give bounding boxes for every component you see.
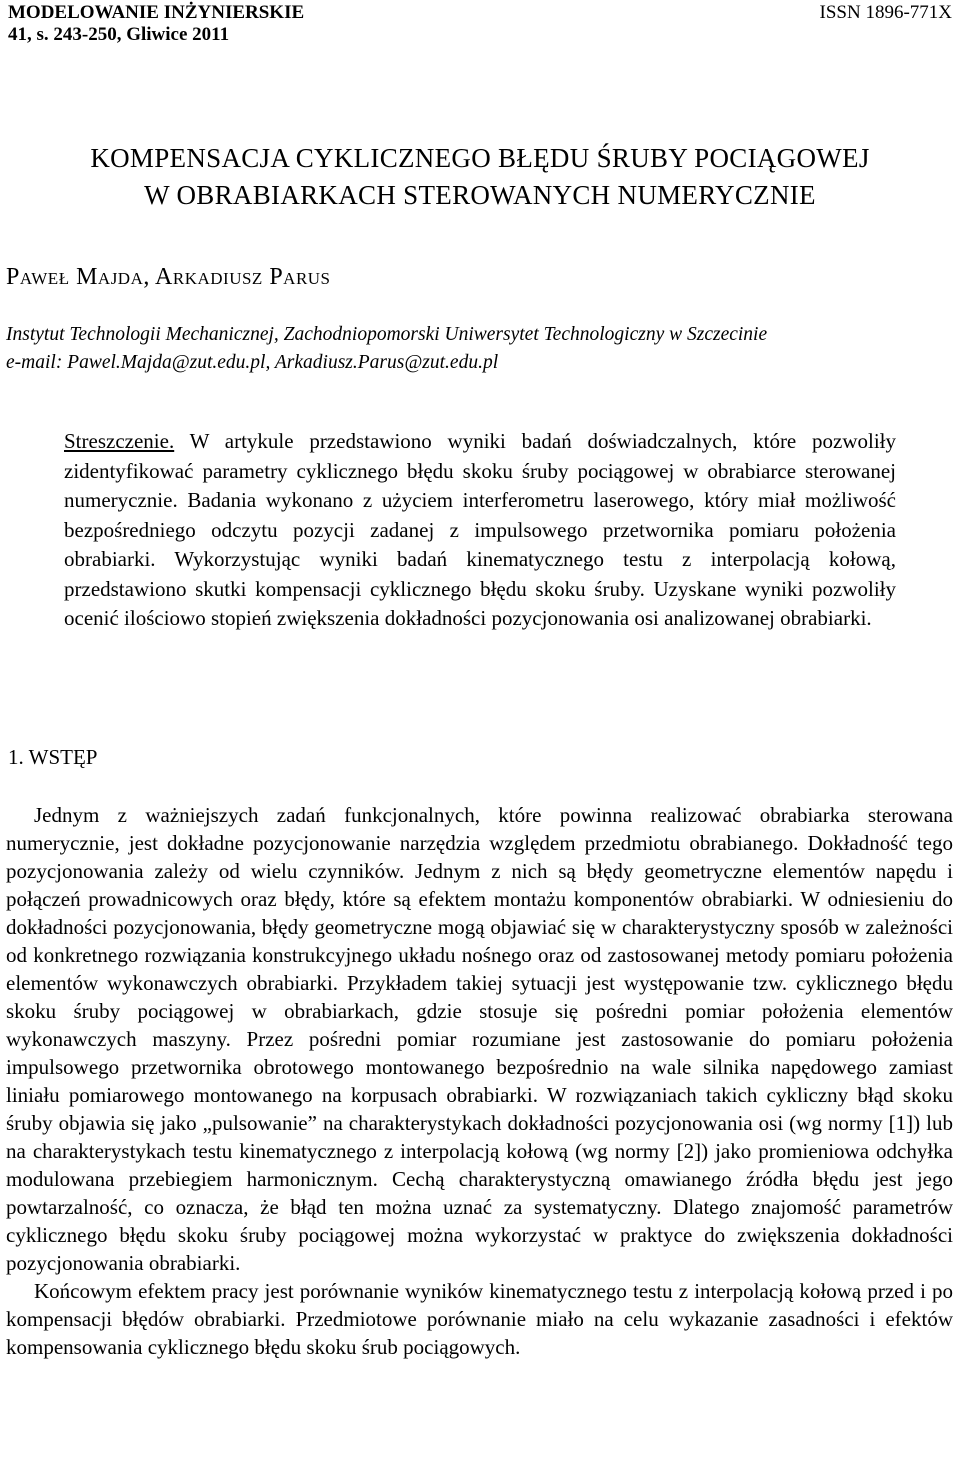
section-heading: 1. WSTĘP (8, 745, 98, 769)
section-body (6, 801, 953, 1361)
title-line-1: KOMPENSACJA CYKLICZNEGO BŁĘDU ŚRUBY POCIĄGOWEJ (90, 143, 870, 173)
journal-citation: 41, s. 243-250, Gliwice 2011 (8, 24, 230, 45)
journal-name: MODELOWANIE INŻYNIERSKIE (8, 2, 305, 23)
paragraph: Jednym z ważniejszych zadań funkcjonalnych, które powinna realizować obrabiarka sterowana numerycznie, jest dokładne pozycjonowanie narzędzia względem przedmiotu obrabianego. Dokładność tego pozycjonowania zależy od wielu czynników. Jednym z nich są błędy geometryczne elementów napędu i połączeń prowadnicowych oraz błędy, które są efektem montażu komponentów obrabiarki. W odniesieniu do dokładności pozycjonowania, błędy geometryczne mogą objawiać się w charakterystyczny sposób w zależności od konkretnego rozwiązania konstrukcyjnego układu nośnego oraz od zastosowanej metody pomiaru położenia elementów wykonawczych obrabiarki. Przykładem takiej sytuacji jest występowanie tzw. cyklicznego błędu skoku śruby pociągowej w obrabiarkach, gdzie stosuje się pośredni pomiar położenia elementów wykonawczych maszyny. Przez pośredni pomiar rozumiane jest zastosowanie do pomiaru położenia impulsowego przetwornika obrotowego montowanego bezpośrednio na wale silnika napędowego zamiast liniału pomiarowego montowanego na korpusach obrabiarki. W rozwiązaniach takich cykliczny błąd skoku śruby objawia się jako „pulsowanie” na charakterystykach dokładności pozycjonowania osi (wg normy [1]) lub na charakterystykach testu kinematycznego z interpolacją kołową (wg normy [2]) jako promieniowa odchyłka modulowana przebiegiem harmonicznym. Cechą charakterystyczną omawianego źródła błędu jest jego powtarzalność, co oznacza, że błąd ten można uznać za systematyczny. Dlatego znajomość parametrów cyklicznego błędu skoku śruby pociągowej można wykorzystać w praktyce do zwiększenia dokładności pozycjonowania obrabiarki. (6, 803, 953, 1275)
paragraph: Końcowym efektem pracy jest porównanie wyników kinematycznego testu z interpolacją kołową przed i po kompensacji błędów obrabiarki. Przedmiotowe porównanie miało na celu wykazanie zasadności i efektów kompensowania cyklicznego błędu skoku śrub pociągowych. (6, 1279, 953, 1359)
institute: Instytut Technologii Mechanicznej, Zachodniopomorski Uniwersytet Technologiczny w Szczecinie (6, 324, 768, 345)
title-line-2: W OBRABIARKACH STEROWANYCH NUMERYCZNIE (144, 180, 816, 210)
affiliation (6, 321, 767, 377)
authors: Paweł Majda, Arkadiusz Parus (6, 264, 331, 290)
journal-header (8, 2, 304, 46)
abstract (64, 427, 896, 634)
issn: ISSN 1896-771X (819, 2, 952, 23)
abstract-heading: Streszczenie. (64, 429, 175, 453)
email: e-mail: Pawel.Majda@zut.edu.pl, Arkadiusz.Parus@zut.edu.pl (6, 352, 499, 373)
abstract-text: W artykule przedstawiono wyniki badań doświadczalnych, które pozwoliły zidentyfikować parametry cyklicznego błędu skoku śruby pociągowej w obrabiarce sterowanej numerycznie. Badania wykonano z użyciem interferometru laserowego, który miał możliwość bezpośredniego odczytu pozycji zadanej z impulsowego przetwornika pomiaru położenia obrabiarki. Wykorzystując wyniki badań kinematycznego testu z interpolacją kołową, przedstawiono skutki kompensacji cyklicznego błędu skoku śruby. Uzyskane wyniki pozwoliły ocenić ilościowo stopień zwiększenia dokładności pozycjonowania osi analizowanej obrabiarki. (64, 429, 896, 630)
paper-title (0, 140, 960, 214)
